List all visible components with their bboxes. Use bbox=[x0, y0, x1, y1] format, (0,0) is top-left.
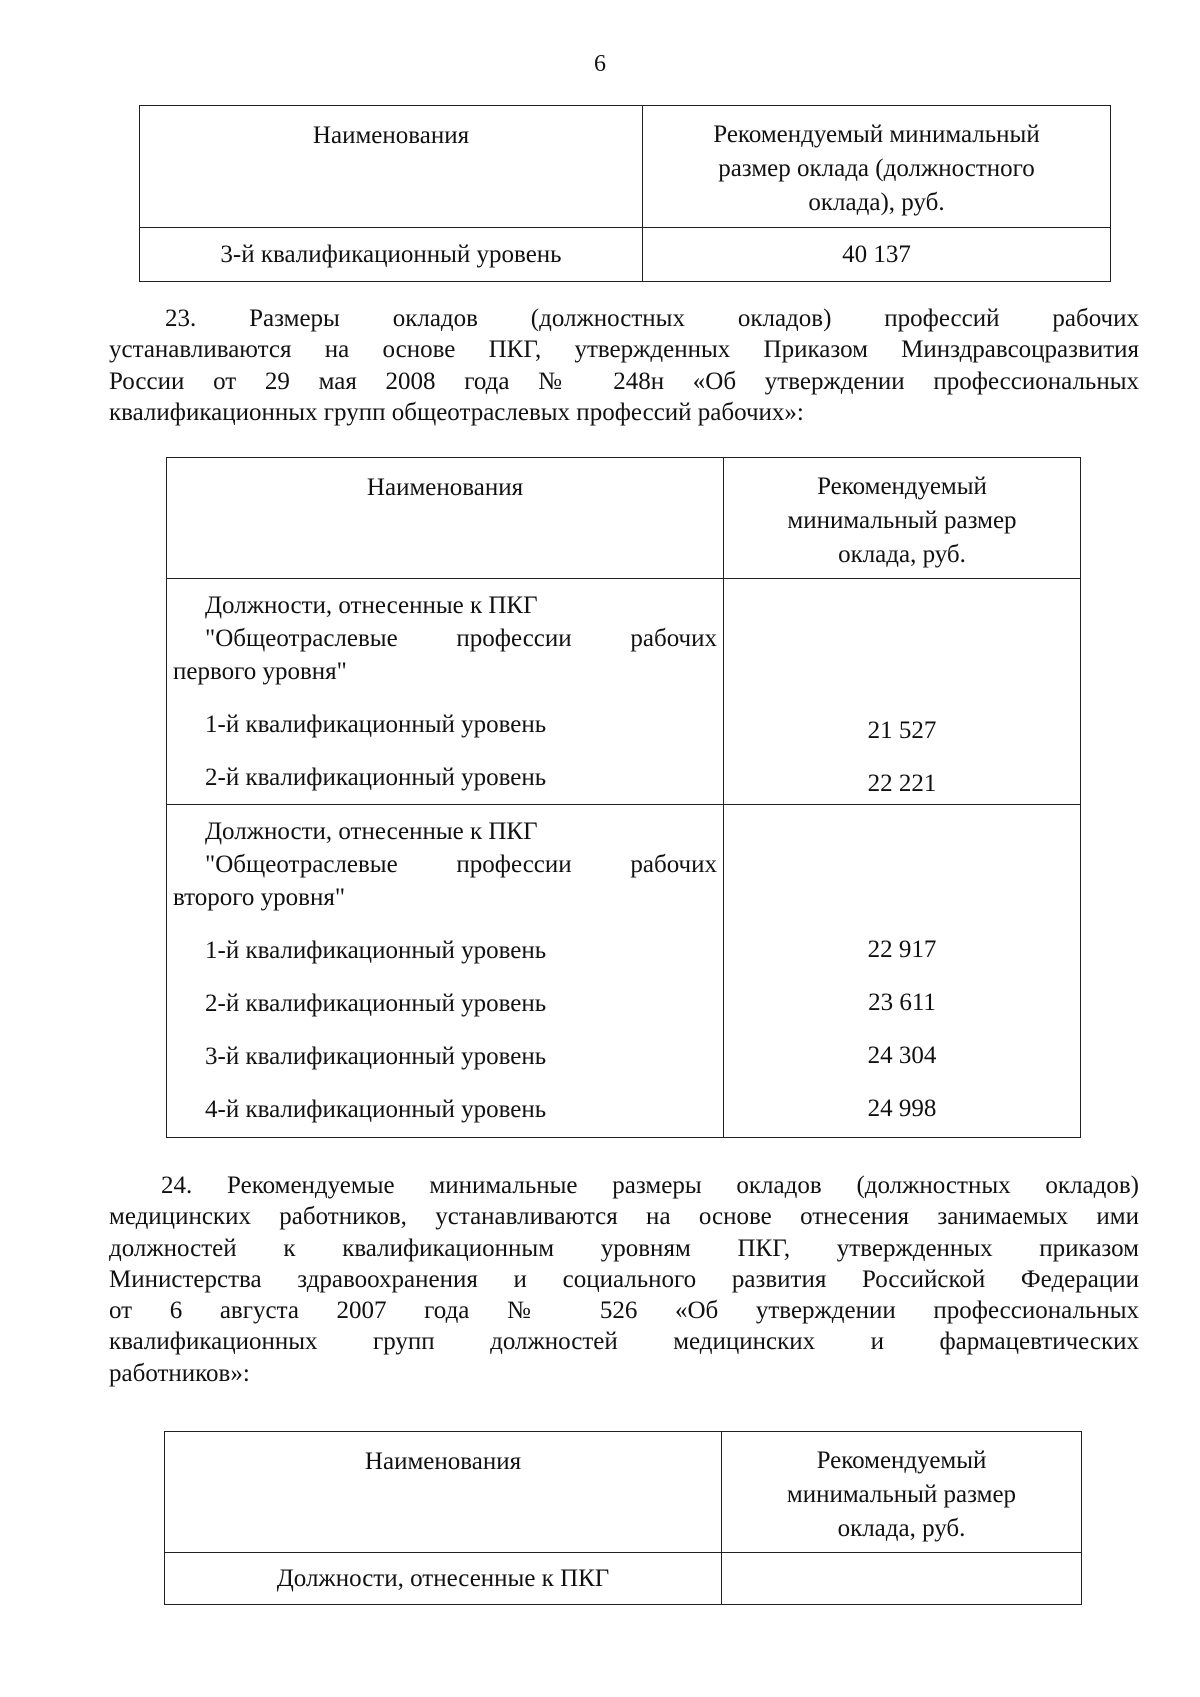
paragraph-line: 23. Размеры окладов (должностных окладов) профессий рабочих bbox=[165, 305, 1139, 332]
header-value-line: Рекомендуемый bbox=[817, 473, 987, 500]
level-value: 22 917 bbox=[867, 936, 937, 963]
header-name-cell bbox=[140, 106, 643, 228]
group-value-cell bbox=[724, 579, 1081, 805]
header-name: Наименования bbox=[366, 474, 524, 501]
level-label: 2-й квалификационный уровень bbox=[205, 764, 547, 791]
paragraph-line: работников»: bbox=[109, 1359, 250, 1387]
paragraph-line: медицинских работников, устанавливаются на основе отнесения занимаемых ими bbox=[109, 1203, 1139, 1231]
header-name-cell bbox=[167, 458, 724, 579]
header-value-line: оклада), руб. bbox=[808, 189, 945, 216]
level-label: 4-й квалификационный уровень bbox=[205, 1096, 547, 1123]
level-value: 21 527 bbox=[867, 717, 937, 744]
header-value-line: минимальный размер bbox=[787, 507, 1017, 534]
row-label-cell bbox=[165, 1553, 722, 1605]
table-row bbox=[165, 1553, 1082, 1605]
header-value-line: размер оклада (должностного bbox=[718, 155, 1035, 182]
row-value-cell bbox=[722, 1553, 1082, 1605]
row-value: 40 137 bbox=[842, 240, 911, 268]
group-title-line: первого уровня" bbox=[173, 658, 347, 685]
paragraph-line: устанавливаются на основе ПКГ, утвержденных Приказом Минздравсоцразвития bbox=[109, 336, 1139, 364]
row-label: 3-й квалификационный уровень bbox=[220, 240, 562, 268]
header-name-cell bbox=[165, 1432, 722, 1553]
table-group-row bbox=[167, 805, 1081, 1138]
paragraph-line: квалификационных групп общеотраслевых профессий рабочих»: bbox=[109, 398, 804, 426]
level-value: 23 611 bbox=[868, 989, 936, 1016]
page-number: 6 bbox=[594, 51, 606, 77]
header-value-line: Рекомендуемый bbox=[816, 1447, 987, 1474]
group-title-line: "Общеотраслевые профессии рабочих bbox=[205, 625, 717, 652]
paragraph-line: должностей к квалификационным уровням ПКГ, утвержденных приказом bbox=[109, 1234, 1139, 1262]
row-value-cell bbox=[643, 228, 1111, 282]
header-value-line: оклада, руб. bbox=[837, 1515, 966, 1542]
level-value: 24 304 bbox=[867, 1042, 937, 1069]
group-title-line: Должности, отнесенные к ПКГ bbox=[205, 592, 538, 619]
table-header-row bbox=[140, 106, 1111, 228]
group-name-cell bbox=[167, 579, 724, 805]
group-value-cell bbox=[724, 805, 1081, 1138]
header-name: Наименования bbox=[312, 122, 470, 149]
table-row bbox=[140, 228, 1111, 282]
paragraph-line: 24. Рекомендуемые минимальные размеры окладов (должностных окладов) bbox=[161, 1172, 1139, 1199]
row-label-cell bbox=[140, 228, 643, 282]
paragraph-line: Министерства здравоохранения и социального развития Российской Федерации bbox=[109, 1265, 1139, 1293]
header-value-cell bbox=[643, 106, 1111, 228]
group-name-cell bbox=[167, 805, 724, 1138]
spacer bbox=[724, 589, 1080, 714]
paragraph-23 bbox=[109, 303, 1139, 428]
paragraph-24 bbox=[109, 1170, 1139, 1389]
level-label: 2-й квалификационный уровень bbox=[205, 990, 547, 1017]
paragraph-line: квалификационных групп должностей медицинских и фармацевтических bbox=[109, 1328, 1139, 1356]
header-value-cell bbox=[722, 1432, 1082, 1553]
level-label: 1-й квалификационный уровень bbox=[205, 937, 547, 964]
level-value: 24 998 bbox=[867, 1095, 937, 1122]
level-label: 3-й квалификационный уровень bbox=[205, 1043, 547, 1070]
header-value-line: минимальный размер bbox=[786, 1481, 1017, 1508]
table-header-row bbox=[167, 458, 1081, 579]
header-value-line: Рекомендуемый минимальный bbox=[713, 121, 1040, 148]
row-label: Должности, отнесенные к ПКГ bbox=[276, 1564, 610, 1592]
header-name: Наименования bbox=[364, 1448, 522, 1475]
salary-table-medical bbox=[164, 1431, 1082, 1605]
spacer bbox=[724, 815, 1080, 933]
group-title-line: второго уровня" bbox=[173, 884, 346, 911]
table-group-row bbox=[167, 579, 1081, 805]
table-header-row bbox=[165, 1432, 1082, 1553]
level-value: 22 221 bbox=[867, 770, 937, 797]
salary-table-workers bbox=[166, 457, 1081, 1138]
level-label: 1-й квалификационный уровень bbox=[205, 711, 547, 738]
header-value-cell bbox=[724, 458, 1081, 579]
header-value-line: оклада, руб. bbox=[838, 541, 966, 568]
salary-table-top bbox=[139, 105, 1111, 282]
paragraph-line: России от 29 мая 2008 года № 248н «Об утверждении профессиональных bbox=[109, 367, 1139, 395]
group-title-line: Должности, отнесенные к ПКГ bbox=[205, 818, 538, 845]
group-title-line: "Общеотраслевые профессии рабочих bbox=[205, 851, 717, 878]
paragraph-line: от 6 августа 2007 года № 526 «Об утверждении профессиональных bbox=[109, 1297, 1139, 1325]
